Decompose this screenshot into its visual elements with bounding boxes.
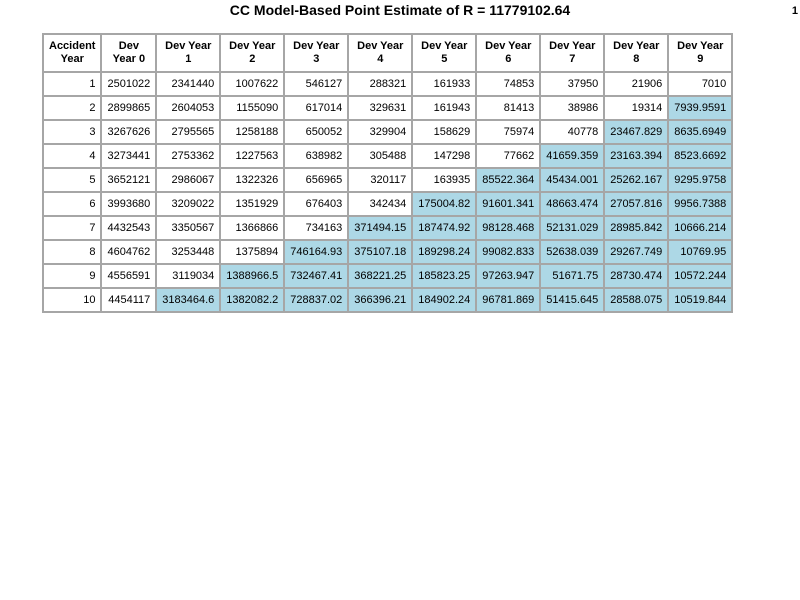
value-cell: 8523.6692 bbox=[668, 144, 732, 168]
value-cell: 2899865 bbox=[101, 96, 156, 120]
value-cell: 3273441 bbox=[101, 144, 156, 168]
header-label-line: Year 0 bbox=[112, 53, 146, 65]
header-dev-year-5 bbox=[412, 34, 476, 72]
table-row bbox=[43, 288, 732, 312]
table-row bbox=[43, 72, 732, 96]
header-label-line: 4 bbox=[377, 53, 384, 65]
value-cell: 656965 bbox=[284, 168, 348, 192]
value-cell: 371494.15 bbox=[348, 216, 412, 240]
value-cell: 4432543 bbox=[101, 216, 156, 240]
accident-year-cell: 7 bbox=[43, 216, 101, 240]
value-cell: 1258188 bbox=[220, 120, 284, 144]
value-cell: 10769.95 bbox=[668, 240, 732, 264]
value-cell: 1366866 bbox=[220, 216, 284, 240]
value-cell: 163935 bbox=[412, 168, 476, 192]
header-label-line: Year bbox=[60, 53, 84, 65]
value-cell: 28588.075 bbox=[604, 288, 668, 312]
header-dev-year-0 bbox=[101, 34, 156, 72]
value-cell: 9956.7388 bbox=[668, 192, 732, 216]
value-cell: 184902.24 bbox=[412, 288, 476, 312]
header-label-line: 9 bbox=[697, 53, 704, 65]
header-dev-year-2 bbox=[220, 34, 284, 72]
accident-year-cell: 4 bbox=[43, 144, 101, 168]
value-cell: 8635.6949 bbox=[668, 120, 732, 144]
page-number: 1 bbox=[791, 5, 798, 17]
value-cell: 41659.359 bbox=[540, 144, 604, 168]
value-cell: 329631 bbox=[348, 96, 412, 120]
header-label-line: 3 bbox=[313, 53, 320, 65]
value-cell: 2795565 bbox=[156, 120, 220, 144]
value-cell: 37950 bbox=[540, 72, 604, 96]
value-cell: 10666.214 bbox=[668, 216, 732, 240]
header-label-line: Dev Year bbox=[165, 40, 212, 52]
value-cell: 3267626 bbox=[101, 120, 156, 144]
value-cell: 99082.833 bbox=[476, 240, 540, 264]
header-dev-year-1 bbox=[156, 34, 220, 72]
value-cell: 3119034 bbox=[156, 264, 220, 288]
table-row bbox=[43, 168, 732, 192]
value-cell: 187474.92 bbox=[412, 216, 476, 240]
value-cell: 19314 bbox=[604, 96, 668, 120]
value-cell: 9295.9758 bbox=[668, 168, 732, 192]
value-cell: 734163 bbox=[284, 216, 348, 240]
reserve-triangle-table bbox=[42, 33, 733, 313]
header-label-line: 6 bbox=[505, 53, 512, 65]
value-cell: 175004.82 bbox=[412, 192, 476, 216]
value-cell: 1227563 bbox=[220, 144, 284, 168]
header-label-line: 7 bbox=[569, 53, 576, 65]
value-cell: 1388966.5 bbox=[220, 264, 284, 288]
value-cell: 1322326 bbox=[220, 168, 284, 192]
accident-year-cell: 1 bbox=[43, 72, 101, 96]
table-row bbox=[43, 192, 732, 216]
value-cell: 28985.842 bbox=[604, 216, 668, 240]
value-cell: 288321 bbox=[348, 72, 412, 96]
value-cell: 329904 bbox=[348, 120, 412, 144]
header-label-line: Accident bbox=[49, 40, 96, 52]
accident-year-cell: 5 bbox=[43, 168, 101, 192]
header-label-line: Dev Year bbox=[293, 40, 340, 52]
value-cell: 21906 bbox=[604, 72, 668, 96]
value-cell: 7010 bbox=[668, 72, 732, 96]
header-dev-year-7 bbox=[540, 34, 604, 72]
value-cell: 2604053 bbox=[156, 96, 220, 120]
header-label-line: 2 bbox=[249, 53, 256, 65]
value-cell: 3253448 bbox=[156, 240, 220, 264]
header-row bbox=[43, 34, 732, 72]
value-cell: 375107.18 bbox=[348, 240, 412, 264]
value-cell: 342434 bbox=[348, 192, 412, 216]
value-cell: 91601.341 bbox=[476, 192, 540, 216]
header-dev-year-6 bbox=[476, 34, 540, 72]
accident-year-cell: 3 bbox=[43, 120, 101, 144]
value-cell: 1382082.2 bbox=[220, 288, 284, 312]
accident-year-cell: 2 bbox=[43, 96, 101, 120]
value-cell: 2501022 bbox=[101, 72, 156, 96]
value-cell: 617014 bbox=[284, 96, 348, 120]
value-cell: 158629 bbox=[412, 120, 476, 144]
value-cell: 10572.244 bbox=[668, 264, 732, 288]
value-cell: 98128.468 bbox=[476, 216, 540, 240]
value-cell: 676403 bbox=[284, 192, 348, 216]
value-cell: 638982 bbox=[284, 144, 348, 168]
value-cell: 3993680 bbox=[101, 192, 156, 216]
value-cell: 4556591 bbox=[101, 264, 156, 288]
value-cell: 51415.645 bbox=[540, 288, 604, 312]
table-row bbox=[43, 120, 732, 144]
value-cell: 45434.001 bbox=[540, 168, 604, 192]
header-label-line: 1 bbox=[185, 53, 192, 65]
value-cell: 7939.9591 bbox=[668, 96, 732, 120]
value-cell: 25262.167 bbox=[604, 168, 668, 192]
value-cell: 52131.029 bbox=[540, 216, 604, 240]
value-cell: 1155090 bbox=[220, 96, 284, 120]
value-cell: 51671.75 bbox=[540, 264, 604, 288]
value-cell: 3183464.6 bbox=[156, 288, 220, 312]
value-cell: 1007622 bbox=[220, 72, 284, 96]
table-row bbox=[43, 144, 732, 168]
value-cell: 4604762 bbox=[101, 240, 156, 264]
value-cell: 189298.24 bbox=[412, 240, 476, 264]
accident-year-cell: 10 bbox=[43, 288, 101, 312]
value-cell: 366396.21 bbox=[348, 288, 412, 312]
header-label-line: Dev Year bbox=[485, 40, 532, 52]
value-cell: 728837.02 bbox=[284, 288, 348, 312]
value-cell: 29267.749 bbox=[604, 240, 668, 264]
accident-year-cell: 8 bbox=[43, 240, 101, 264]
accident-year-cell: 9 bbox=[43, 264, 101, 288]
value-cell: 10519.844 bbox=[668, 288, 732, 312]
value-cell: 732467.41 bbox=[284, 264, 348, 288]
value-cell: 75974 bbox=[476, 120, 540, 144]
header-label-line: Dev Year bbox=[613, 40, 660, 52]
value-cell: 650052 bbox=[284, 120, 348, 144]
value-cell: 161933 bbox=[412, 72, 476, 96]
value-cell: 546127 bbox=[284, 72, 348, 96]
value-cell: 52638.039 bbox=[540, 240, 604, 264]
report-title: CC Model-Based Point Estimate of R = 11779102.64 bbox=[229, 2, 571, 18]
value-cell: 185823.25 bbox=[412, 264, 476, 288]
value-cell: 746164.93 bbox=[284, 240, 348, 264]
value-cell: 147298 bbox=[412, 144, 476, 168]
table-header bbox=[43, 34, 732, 72]
header-label-line: Dev Year bbox=[677, 40, 724, 52]
value-cell: 48663.474 bbox=[540, 192, 604, 216]
value-cell: 3652121 bbox=[101, 168, 156, 192]
accident-year-cell: 6 bbox=[43, 192, 101, 216]
value-cell: 38986 bbox=[540, 96, 604, 120]
value-cell: 77662 bbox=[476, 144, 540, 168]
value-cell: 3209022 bbox=[156, 192, 220, 216]
value-cell: 2341440 bbox=[156, 72, 220, 96]
header-label-line: Dev Year bbox=[357, 40, 404, 52]
header-dev-year-3 bbox=[284, 34, 348, 72]
header-label-line: Dev Year bbox=[549, 40, 596, 52]
value-cell: 81413 bbox=[476, 96, 540, 120]
value-cell: 368221.25 bbox=[348, 264, 412, 288]
value-cell: 23163.394 bbox=[604, 144, 668, 168]
value-cell: 40778 bbox=[540, 120, 604, 144]
table-body bbox=[43, 72, 732, 312]
table-row bbox=[43, 240, 732, 264]
header-label-line: Dev Year bbox=[229, 40, 276, 52]
value-cell: 23467.829 bbox=[604, 120, 668, 144]
header-label-line: 8 bbox=[633, 53, 640, 65]
value-cell: 161943 bbox=[412, 96, 476, 120]
table-row bbox=[43, 96, 732, 120]
value-cell: 305488 bbox=[348, 144, 412, 168]
value-cell: 28730.474 bbox=[604, 264, 668, 288]
value-cell: 1351929 bbox=[220, 192, 284, 216]
header-dev-year-9 bbox=[668, 34, 732, 72]
value-cell: 74853 bbox=[476, 72, 540, 96]
value-cell: 4454117 bbox=[101, 288, 156, 312]
header-dev-year-8 bbox=[604, 34, 668, 72]
value-cell: 96781.869 bbox=[476, 288, 540, 312]
table-row bbox=[43, 264, 732, 288]
header-label-line: Dev Year bbox=[421, 40, 468, 52]
header-dev-year-4 bbox=[348, 34, 412, 72]
value-cell: 3350567 bbox=[156, 216, 220, 240]
value-cell: 27057.816 bbox=[604, 192, 668, 216]
value-cell: 320117 bbox=[348, 168, 412, 192]
value-cell: 2753362 bbox=[156, 144, 220, 168]
value-cell: 97263.947 bbox=[476, 264, 540, 288]
header-label-line: 5 bbox=[441, 53, 448, 65]
value-cell: 1375894 bbox=[220, 240, 284, 264]
header-label-line: Dev bbox=[118, 40, 139, 52]
value-cell: 85522.364 bbox=[476, 168, 540, 192]
header-accident-year bbox=[43, 34, 101, 72]
table-row bbox=[43, 216, 732, 240]
value-cell: 2986067 bbox=[156, 168, 220, 192]
